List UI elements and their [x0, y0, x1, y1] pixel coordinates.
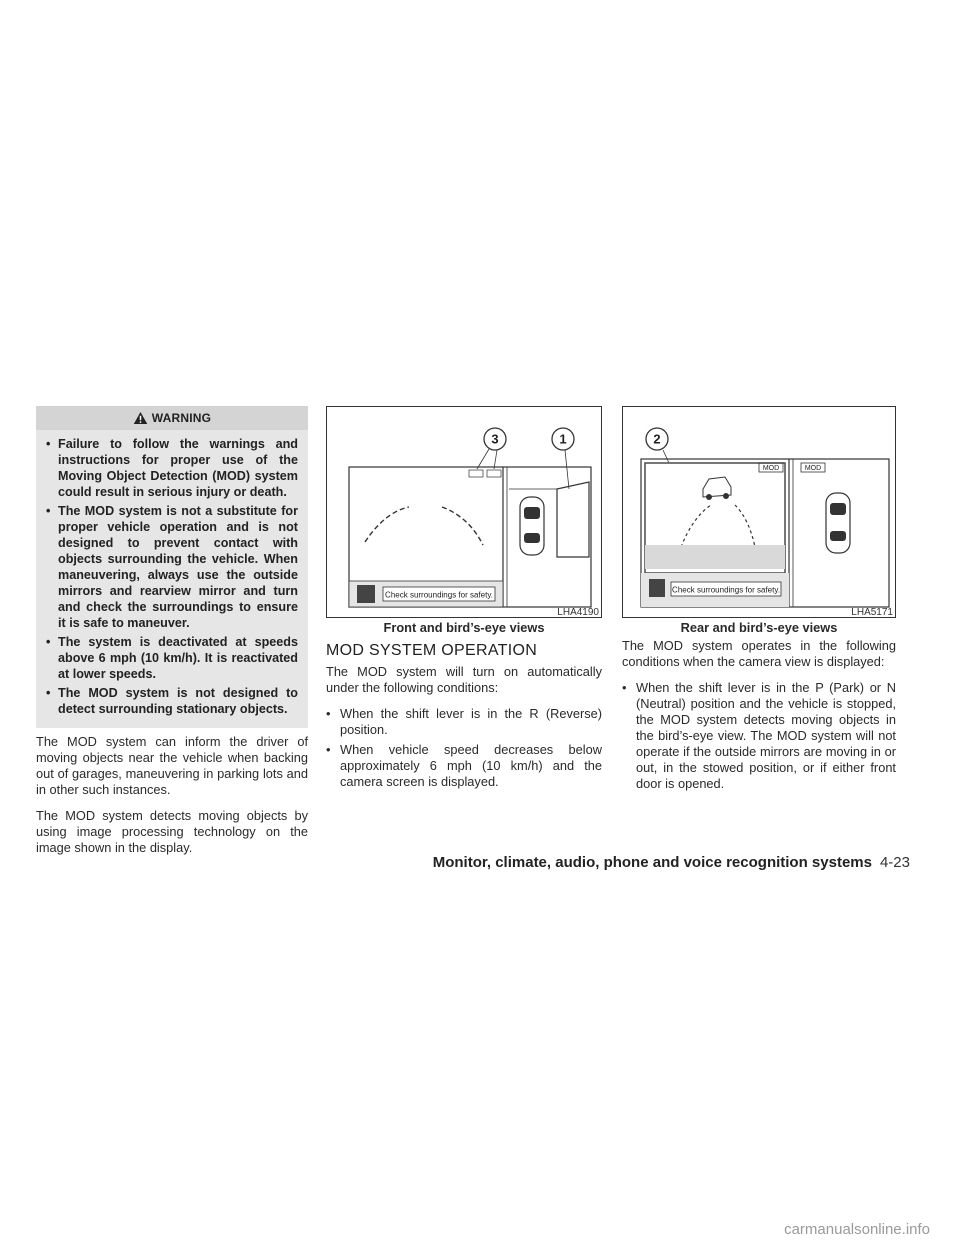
warning-item: • The system is deactivated at speeds above 6 mph (10 km/h). It is reactivated at lower speeds.	[46, 635, 298, 681]
section-heading: MOD SYSTEM OPERATION	[326, 642, 538, 659]
warning-box	[36, 406, 308, 728]
rear-view-illustration	[623, 407, 895, 617]
approaching-car-icon	[703, 477, 731, 500]
col3-list	[622, 680, 896, 792]
section-lead: The MOD system will turn on automatically under the following conditions:	[326, 664, 602, 695]
middle-column	[326, 406, 602, 794]
camera-icon	[649, 579, 665, 597]
chapter-title: Monitor, climate, audio, phone and voice recognition systems	[432, 854, 872, 871]
figure-code: LHA4190	[557, 607, 599, 618]
warning-title: WARNING	[151, 411, 212, 425]
mod-indicator-birds-eye	[487, 470, 501, 477]
warning-header	[36, 406, 308, 430]
figure-caption: Front and bird’s-eye views	[383, 620, 545, 635]
figure-caption: Rear and bird’s-eye views	[680, 620, 838, 635]
callout-1: 1	[559, 431, 567, 447]
warning-item: • The MOD system is not a substitute for proper vehicle operation and is not designed to prevent contact with objects surrounding the vehicle. When maneuvering, always use the outside mirrors and rearview mirror and turn and check the surroundings to ensure it is safe to maneuver.	[46, 504, 298, 630]
mod-indicator-front	[469, 470, 483, 477]
figure-rear-birds-eye	[622, 406, 896, 618]
screen-message: Check surroundings for safety.	[672, 585, 780, 595]
svg-text:MOD: MOD	[762, 465, 780, 472]
warning-list	[36, 430, 308, 717]
warning-triangle-icon	[133, 411, 148, 425]
warning-item: • Failure to follow the warnings and instructions for proper use of the Moving Object Detection (MOD) system could result in serious injury or death.	[46, 437, 298, 499]
right-column	[622, 406, 896, 796]
camera-icon	[357, 585, 375, 603]
svg-text:MOD: MOD	[804, 465, 822, 472]
page-footer	[433, 854, 910, 871]
warning-item: • The MOD system is not designed to detect surrounding stationary objects.	[46, 686, 298, 716]
figure-front-birds-eye	[326, 406, 602, 618]
list-item: • When the shift lever is in the R (Reverse) position.	[326, 706, 602, 737]
callout-2: 2	[653, 431, 661, 447]
car-top-view	[520, 497, 544, 555]
callout-3: 3	[491, 431, 499, 447]
list-item: • When vehicle speed decreases below approximately 6 mph (10 km/h) and the camera screen is displayed.	[326, 742, 602, 789]
figure-code: LHA5171	[851, 607, 893, 618]
car-top-view	[826, 493, 850, 553]
intro-paragraph: The MOD system can inform the driver of moving objects near the vehicle when backing out of garages, maneuvering in parking lots and in other such instances.	[36, 734, 308, 797]
watermark: carmanualsonline.info	[784, 1221, 930, 1238]
page-number: 4-23	[879, 854, 910, 871]
section-list	[326, 706, 602, 790]
col3-lead: The MOD system operates in the following conditions when the camera view is displayed:	[622, 638, 896, 669]
front-view-illustration	[327, 407, 601, 617]
left-column	[36, 406, 308, 866]
intro-paragraph: The MOD system detects moving objects by using image processing technology on the image shown in the display.	[36, 808, 308, 855]
screen-message: Check surroundings for safety.	[385, 590, 493, 600]
list-item: • When the shift lever is in the P (Park) or N (Neutral) position and the vehicle is stopped, the MOD system detects moving objects in the bird’s-eye view. The MOD system will not operate if the outside mirrors are moving in or out, in the stowed position, or if either front door is opened.	[622, 680, 896, 791]
